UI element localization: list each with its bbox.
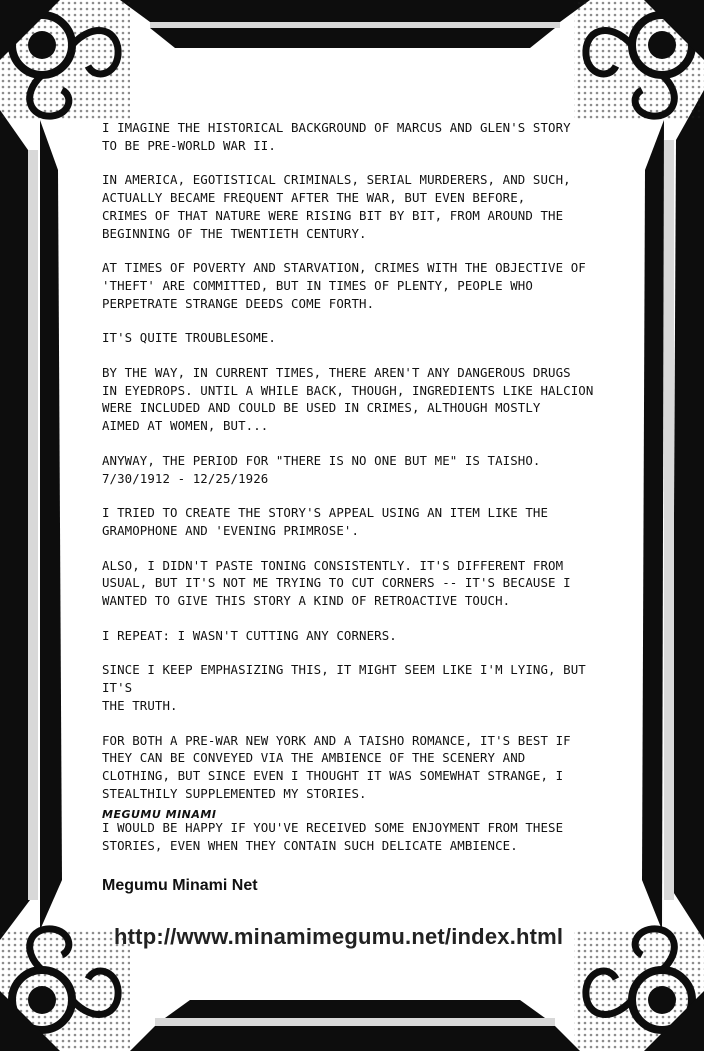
afterword-paragraph: I REPEAT: I WASN'T CUTTING ANY CORNERS. (102, 627, 397, 643)
website-url: http://www.minamimegumu.net/index.html (114, 924, 564, 949)
afterword-paragraph: I IMAGINE THE HISTORICAL BACKGROUND OF MARCUS AND GLEN'S STORY TO BE PRE-WORLD WAR II. (102, 120, 571, 153)
bottom-border-inner-band (165, 1000, 545, 1018)
corner-ornament-bottom-left (0, 929, 130, 1051)
top-border-inner-band (150, 28, 555, 48)
afterword-paragraph: BY THE WAY, IN CURRENT TIMES, THERE AREN'T ANY DANGEROUS DRUGS IN EYEDROPS. UNTIL A WHILE BACK, THOUGH, INGREDIENTS LIKE HALCION WERE INCLUDED AND COULD BE USED IN CRIMES, ALTHOUGH MOSTLY AIMED AT WOMEN, BUT... (102, 365, 594, 434)
author-signature: MEGUMU MINAMI (102, 808, 217, 821)
afterword-paragraph: IN AMERICA, EGOTISTICAL CRIMINALS, SERIAL MURDERERS, AND SUCH, ACTUALLY BECAME FREQUENT AFTER THE WAR, BUT EVEN BEFORE, CRIMES OF THAT NATURE WERE RISING BIT BY BIT, FROM AROUND THE BEGINNING OF THE TWENTIETH CENTURY. (102, 172, 571, 241)
afterword-paragraph: ALSO, I DIDN'T PASTE TONING CONSISTENTLY. IT'S DIFFERENT FROM USUAL, BUT IT'S NOT ME TRYING TO CUT CORNERS -- IT'S BECAUSE I WANTED TO GIVE THIS STORY A KIND OF RETROACTIVE TOUCH. (102, 557, 571, 609)
afterword-paragraph: FOR BOTH A PRE-WAR NEW YORK AND A TAISHO ROMANCE, IT'S BEST IF THEY CAN BE CONVEYED VIA THE AMBIENCE OF THE SCENERY AND CLOTHING, BUT SINCE EVEN I THOUGHT IT WAS SOMEWHAT STRANGE, I STEALTHILY SUPPLEMENTED MY STORIES. (102, 732, 571, 801)
bottom-border-light-strip (155, 1018, 555, 1026)
left-border-inner-band (40, 120, 62, 930)
afterword-paragraph: I TRIED TO CREATE THE STORY'S APPEAL USING AN ITEM LIKE THE GRAMOPHONE AND 'EVENING PRIMROSE'. (102, 505, 549, 538)
corner-ornament-top-right (574, 0, 704, 120)
afterword-paragraph: AT TIMES OF POVERTY AND STARVATION, CRIMES WITH THE OBJECTIVE OF 'THEFT' ARE COMMITTED, BUT IN TIMES OF PLENTY, PEOPLE WHO PERPETRATE STRANGE DEEDS COME FORTH. (102, 260, 586, 311)
right-border-light-strip (664, 140, 674, 900)
left-border-band (0, 110, 30, 940)
afterword-paragraph: SINCE I KEEP EMPHASIZING THIS, IT MIGHT SEEM LIKE I'M LYING, BUT IT'S THE TRUTH. (102, 662, 586, 713)
right-border-band (672, 90, 704, 940)
afterword-text (102, 119, 602, 872)
afterword-paragraph: I WOULD BE HAPPY IF YOU'VE RECEIVED SOME ENJOYMENT FROM THESE STORIES, EVEN WHEN THEY CONTAIN SUCH DELICATE AMBIENCE. (102, 820, 564, 854)
top-border-light-strip (150, 22, 560, 28)
left-border-light-strip (28, 150, 38, 900)
corner-ornament-top-left (0, 0, 130, 120)
afterword-paragraph: ANYWAY, THE PERIOD FOR "THERE IS NO ONE BUT ME" IS TAISHO. 7/30/1912 - 12/25/1926 (102, 452, 541, 486)
top-border-band (120, 0, 590, 22)
corner-ornament-bottom-right (574, 929, 704, 1051)
afterword-paragraph: IT'S QUITE TROUBLESOME. (102, 330, 276, 346)
website-name: Megumu Minami Net (102, 877, 258, 894)
bottom-border-band (130, 1026, 580, 1051)
right-border-inner-band (642, 120, 664, 930)
